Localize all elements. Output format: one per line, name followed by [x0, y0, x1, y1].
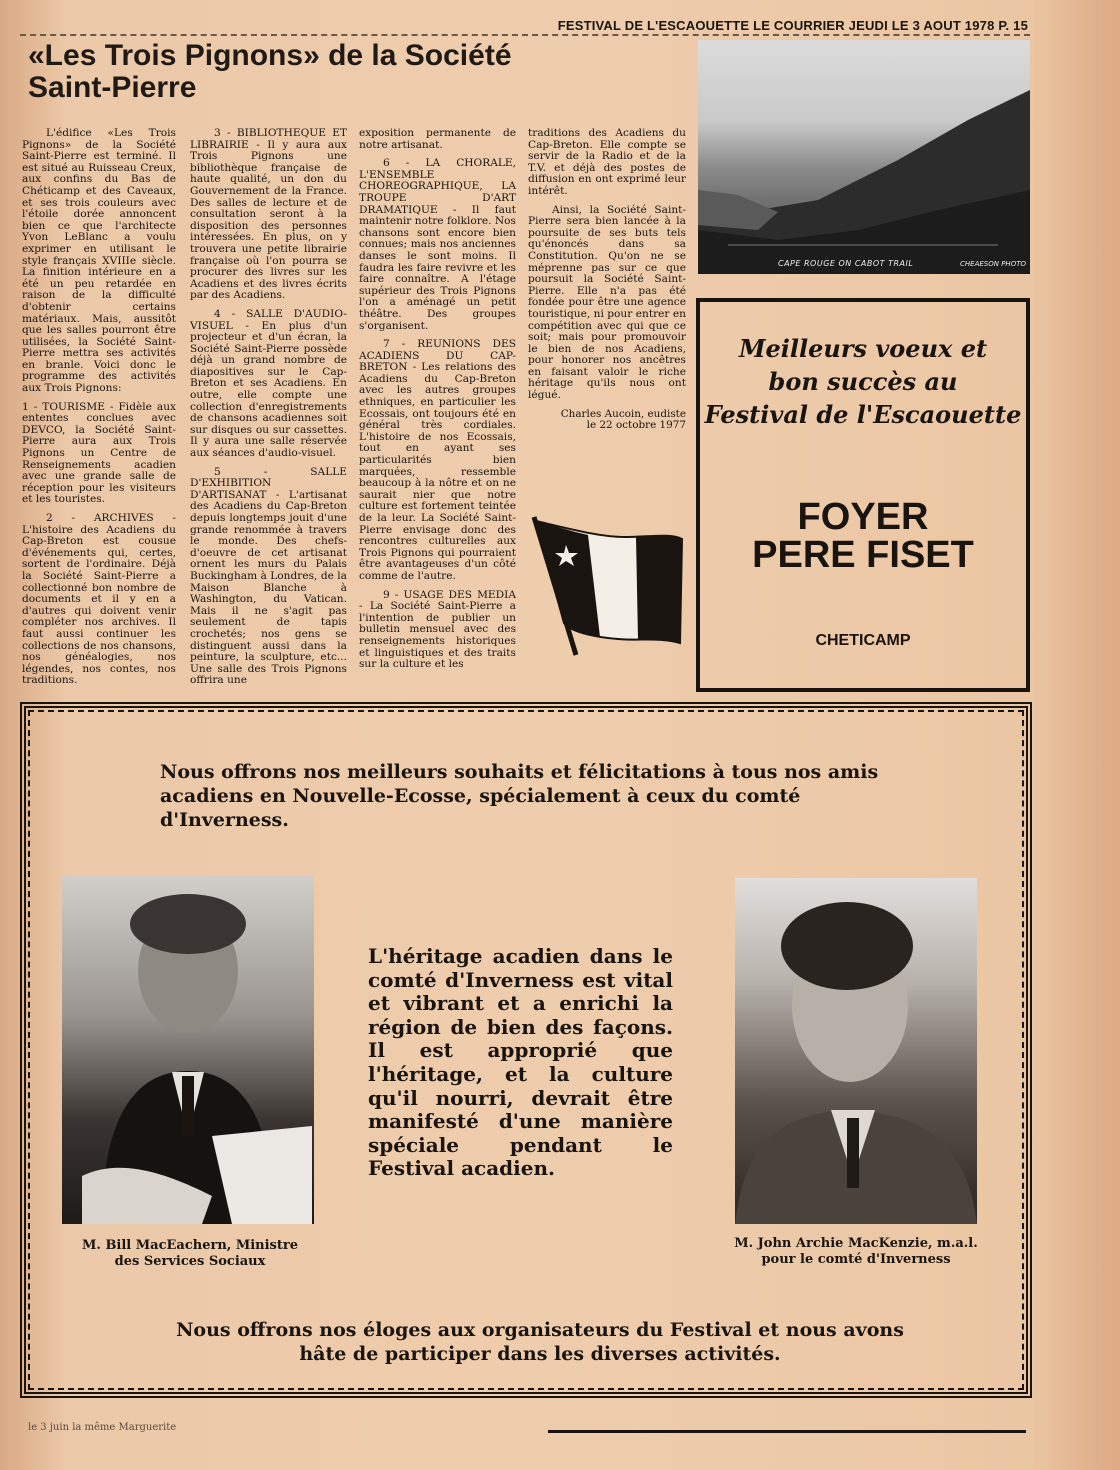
article-paragraph: 2 - ARCHIVES - L'histoire des Acadiens du Cap-Breton est cousue d'événements qui, certes, sortent de l'ordinaire. Déjà la Société Saint-Pierre a collectionné bon nombre de documents et il y en a d'autres qui doivent venir compléter nos archives. Il faut aussi continuer les collections de nos chansons, nos généalogies, nos légendes, nos contes, nos traditions. [22, 512, 176, 687]
article-signature-name: Charles Aucoin, eudiste [560, 407, 686, 420]
article-column-4 [528, 128, 686, 432]
article-paragraph: Ainsi, la Société Saint-Pierre sera bien lancée à la poursuite de ses buts tels qu'énoncés dans sa Constitution. Qu'on ne se méprenne pas sur ce que poursuit la Société Saint-Pierre. Elle n'a pas été fondée pour être une agence touristique, ni pour entrer en compétition avec qui que ce soit; mais pour promouvoir le bien de nos Acadiens, pour honorer nos ancêtres en faisant valoir le riche héritage qu'ils nous ont légué. [528, 203, 686, 402]
ad-greeting-line: Meilleurs voeux et [738, 334, 988, 363]
article-headline: «Les Trois Pignons» de la Société Saint-Pierre [28, 39, 512, 104]
foyer-pere-fiset-ad [696, 298, 1030, 692]
caption-line: des Services Sociaux [114, 1254, 266, 1269]
page-folio: FESTIVAL DE L'ESCAOUETTE LE COURRIER JEUDI LE 3 AOUT 1978 P. 15 [557, 18, 1028, 33]
portrait-photo-graphic [735, 878, 977, 1224]
photo-caption: CAPE ROUGE ON CABOT TRAIL [778, 259, 914, 268]
ad-business-name [700, 498, 1026, 574]
ad-name-line: PERE FISET [752, 534, 974, 576]
landscape-photo [698, 40, 1030, 274]
ad-greeting-line: Festival de l'Escaouette [704, 400, 1022, 429]
article-paragraph: L'édifice «Les Trois Pignons» de la Société Saint-Pierre est terminé. Il est situé au Ruisseau Creux, aux confins du Bas de Chéticamp et des Caveaux, et ses trois couleurs avec l'étoile dorée annoncent bien ce que l'architecte Yvon LeBlanc a voulu exprimer en utilisant le style français XVIIIe siècle. La finition intérieure en a été un peu retardée en raison de la difficulté d'obtenir certains matériaux. Mais, aussitôt que les salles pourront être utilisées, la Société Saint-Pierre mettra ses activités en branle. Voici donc le programme des activités aux Trois Pignons: [22, 127, 176, 395]
article-signature-date: le 22 octobre 1977 [586, 419, 686, 432]
article-column-1 [22, 128, 176, 694]
article-paragraph: 6 - LA CHORALE, L'ENSEMBLE CHOREOGRAPHIQUE, LA TROUPE D'ART DRAMATIQUE - Il faut maintenir notre folklore. Nos chansons sont encore bien connues; mais nos anciennes danses le sont moins. Il faudra les faire revivre et les faire connaître. A l'étage supérieur des Trois Pignons l'on a aménagé un petit théâtre. Des groupes s'organisent. [359, 157, 516, 332]
tribute-middle-message: L'héritage acadien dans le comté d'Inverness est vital et vibrant et a enrichi la région de bien des façons. Il est approprié que l'héritage, et la culture qu'il nourri, devrait être manifesté d'une manière spéciale pendant le Festival acadien. [368, 944, 673, 1181]
photo-credit: CHEAESON PHOTO [960, 260, 1026, 268]
footer-bleed-text: le 3 juin la même Marguerite [28, 1422, 177, 1433]
article-paragraph: 7 - REUNIONS DES ACADIENS DU CAP-BRETON - Les relations des Acadiens du Cap-Breton avec les autres groupes ethniques, en particulier les Ecossais, ont toujours été en général très cordiales. L'histoire de nos Ecossais, tout en ayant ses particularités bien marquées, ressemble beaucoup à la nôtre et on ne saurait nier que notre culture est fortement teintée de la leur. La Société Saint-Pierre envisage donc des rencontres culturelles aux Trois Pignons qui pourraient être avantageuses d'un côté comme de l'autre. [359, 338, 516, 582]
tribute-bottom-message: Nous offrons nos éloges aux organisateurs du Festival et nous avons hâte de participer dans les diverses activités. [176, 1319, 904, 1365]
article-paragraph: 4 - SALLE D'AUDIO-VISUEL - En plus d'un projecteur et d'un écran, la Société Saint-Pierre possède déjà un grand nombre de diapositives sur le Cap-Breton et ses Acadiens. En outre, elle compte une collection d'enregistrements de chansons acadiennes soit sur disques ou sur cassettes. Il y aura une salle réservée aux séances d'audio-visuel. [190, 307, 347, 460]
portrait-john-archie-mackenzie [735, 878, 977, 1224]
portrait-bill-maceachern [62, 876, 314, 1224]
ad-greeting-line: bon succès au [768, 367, 958, 396]
article-paragraph: traditions des Acadiens du Cap-Breton. Elle compte se servir de la Radio et de la T.V. et déjà des postes de diffusion en ont exprimé leur intérêt. [528, 127, 686, 197]
caption-line: pour le comté d'Inverness [761, 1252, 951, 1267]
article-paragraph: 3 - BIBLIOTHEQUE ET LIBRAIRIE - Il y aura aux Trois Pignons une bibliothèque française de haute qualité, un don du Gouvernement de la France. Des salles de lecture et de consultation seront à la disposition des personnes intéressées. En plus, on y trouvera une petite librairie française où l'on pourra se procurer des livres sur les Acadiens et des livres écrits par des Acadiens. [190, 127, 347, 302]
article-paragraph: exposition permanente de notre artisanat. [359, 127, 516, 151]
ad-greeting [700, 332, 1026, 431]
ad-name-line: FOYER [797, 496, 929, 538]
header-rule [20, 34, 1030, 36]
article-paragraph: 9 - USAGE DES MEDIA - La Société Saint-Pierre a l'intention de publier un bulletin mensuel avec des renseignements historiques et linguistiques et des traits sur la culture et les [359, 588, 516, 671]
caption-bill-maceachern [62, 1238, 318, 1270]
caption-line: M. Bill MacEachern, Ministre [82, 1238, 298, 1253]
article-paragraph: 1 - TOURISME - Fidèle aux ententes conclues avec DEVCO, la Société Saint-Pierre aura aux Trois Pignons un Centre de Renseignements acadien avec une grande salle de réception pour les visiteurs et les touristes. [22, 400, 176, 506]
article-paragraph: 5 - SALLE D'EXHIBITION D'ARTISANAT - L'artisanat des Acadiens du Cap-Breton depuis longtemps jouit d'une grande renommée à travers le monde. Des chefs-d'oeuvre de cet artisanat ornent les murs du Palais Buckingham à Londres, de la Maison Blanche à Washington, du Vatican. Mais il ne s'agit pas seulement de tapis crochetés; nos gens se distinguent aussi dans la peinture, la sculpture, etc... Une salle des Trois Pignons offrira une [190, 465, 347, 687]
caption-john-archie-mackenzie [705, 1236, 1007, 1268]
ad-town: CHETICAMP [815, 632, 911, 649]
footer-rule [548, 1430, 1026, 1433]
acadian-flag-illustration [530, 515, 690, 660]
mountain-photo-graphic [698, 40, 1030, 274]
caption-line: M. John Archie MacKenzie, m.a.l. [734, 1236, 978, 1251]
tribute-top-message: Nous offrons nos meilleurs souhaits et félicitations à tous nos amis acadiens en Nouvelle-Ecosse, spécialement à ceux du comté d'Inverness. [160, 761, 879, 831]
portrait-photo-graphic [62, 876, 314, 1224]
article-column-2 [190, 128, 347, 694]
article-column-3 [359, 128, 516, 678]
